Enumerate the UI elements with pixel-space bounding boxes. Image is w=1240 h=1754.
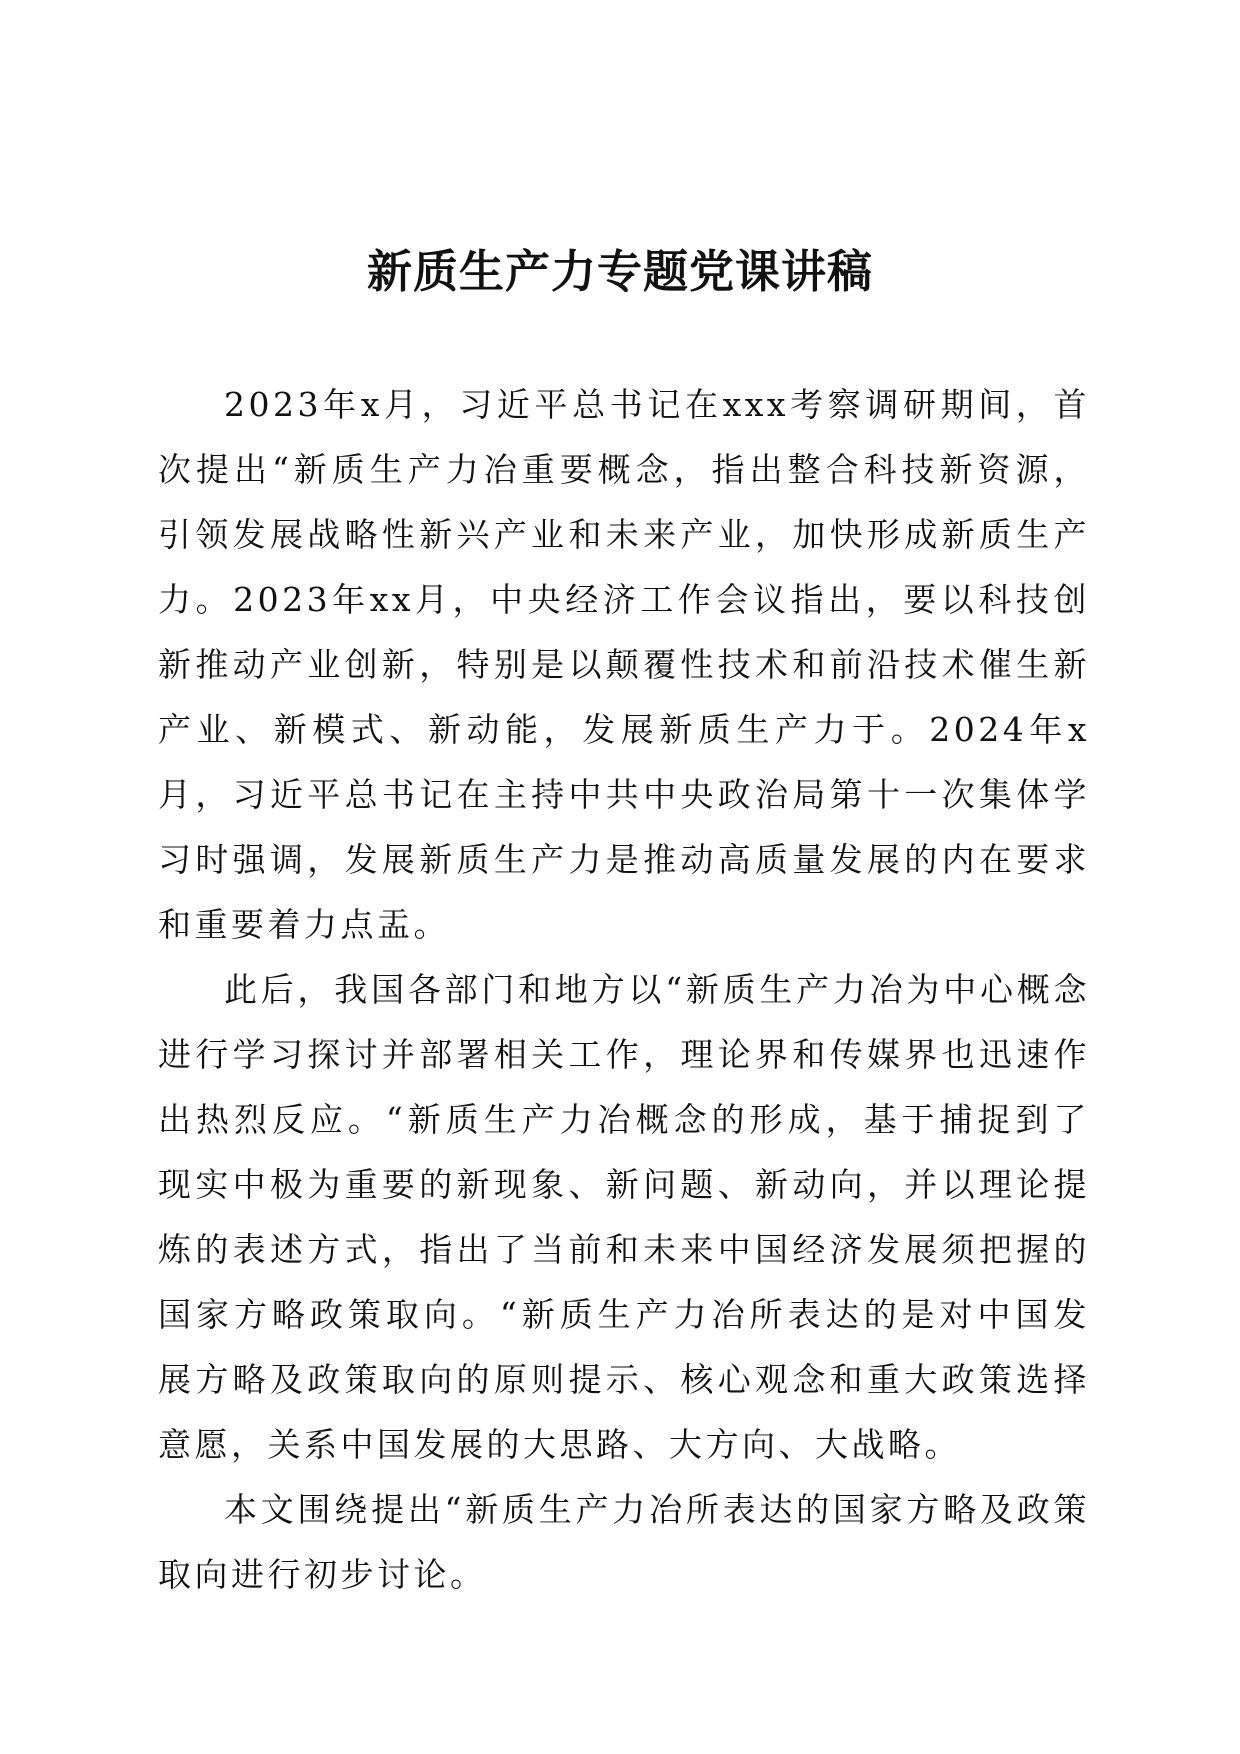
document-title: 新质生产力专题党课讲稿	[366, 245, 873, 298]
paragraph-1: 2023年x月，习近平总书记在xxx考察调研期间，首次提出“新质生产力冶重要概念，指出整合科技新资源，引领发展战略性新兴产业和未来产业，加快形成新质生产力。2023年xx月，中央经济工作会议指出，要以科技创新推动产业创新，特别是以颠覆性技术和前沿技术催生新产业、新模式、新动能，发展新质生产力于。2024年x月，习近平总书记在主持中共中央政治局第十一次集体学习时强调，发展新质生产力是推动高质量发展的内在要求和重要着力点盂。	[158, 385, 1090, 944]
paragraph-2: 此后，我国各部门和地方以“新质生产力冶为中心概念进行学习探讨并部署相关工作，理论界和传媒界也迅速作出热烈反应。“新质生产力冶概念的形成，基于捕捉到了现实中极为重要的新现象、新问题、新动向，并以理论提炼的表述方式，指出了当前和未来中国经济发展须把握的国家方略政策取向。“新质生产力冶所表达的是对中国发展方略及政策取向的原则提示、核心观念和重大政策选择意愿，关系中国发展的大思路、大方向、大战略。	[158, 970, 1090, 1464]
paragraph-3: 本文围绕提出“新质生产力冶所表达的国家方略及政策取向进行初步讨论。	[158, 1490, 1090, 1594]
document-body	[158, 372, 1090, 1607]
